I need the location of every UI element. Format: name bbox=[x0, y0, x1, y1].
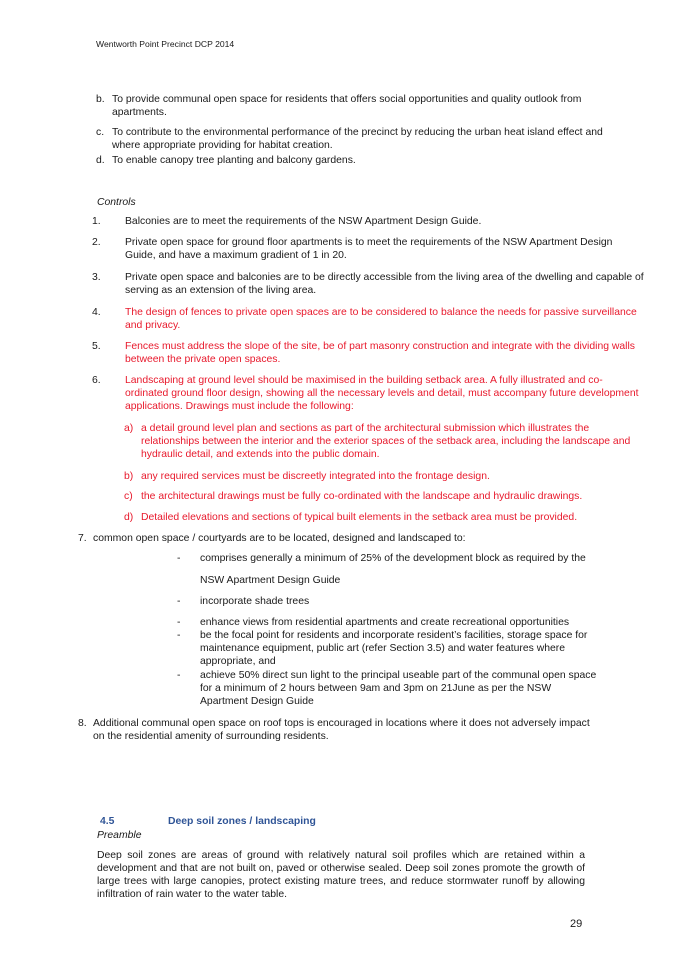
bullet-continuation bbox=[177, 574, 597, 587]
objective-text: To enable canopy tree planting and balcony gardens. bbox=[112, 155, 356, 166]
control-number: 4. bbox=[92, 307, 101, 318]
control-number: 2. bbox=[92, 237, 101, 248]
control-number: 8. bbox=[78, 718, 87, 729]
controls-heading: Controls bbox=[97, 197, 136, 208]
control-item-7 bbox=[78, 532, 638, 545]
bullet-text: incorporate shade trees bbox=[200, 596, 310, 607]
bullet-text: comprises generally a minimum of 25% of the development block as required by the bbox=[200, 553, 586, 564]
dash-bullet: - bbox=[177, 553, 181, 564]
control-item-5 bbox=[92, 340, 644, 366]
control-item-8 bbox=[78, 717, 598, 743]
preamble-heading: Preamble bbox=[97, 830, 142, 841]
control-number: 3. bbox=[92, 272, 101, 283]
sub-item-label: c) bbox=[124, 491, 133, 502]
control-item-3 bbox=[92, 271, 644, 297]
control-text: Fences must address the slope of the site, be of part masonry construction and integrate with the dividing walls between the private open spaces. bbox=[125, 341, 635, 365]
control-item-4 bbox=[92, 306, 644, 332]
control-item-2 bbox=[92, 236, 644, 262]
section-number: 4.5 bbox=[100, 816, 115, 827]
objective-label: d. bbox=[96, 155, 105, 166]
page-number: 29 bbox=[570, 918, 583, 930]
objective-b bbox=[96, 93, 616, 119]
control-text: common open space / courtyards are to be located, designed and landscaped to: bbox=[93, 533, 466, 544]
dash-bullet: - bbox=[177, 670, 181, 681]
objective-label: b. bbox=[96, 94, 105, 105]
objective-label: c. bbox=[96, 127, 105, 138]
control-text: Private open space for ground floor apartments is to meet the requirements of the NSW Apartment Design Guide, and have a maximum gradient of 1 in 20. bbox=[125, 237, 613, 261]
dash-bullet: - bbox=[177, 617, 181, 628]
bullet-text-continued: NSW Apartment Design Guide bbox=[200, 575, 341, 586]
sub-item-c bbox=[124, 490, 644, 503]
bullet-item bbox=[177, 669, 597, 708]
sub-item-text: Detailed elevations and sections of typical built elements in the setback area must be provided. bbox=[141, 512, 578, 523]
objective-text: To provide communal open space for residents that offers social opportunities and quality outlook from apartments. bbox=[112, 94, 582, 118]
sub-item-text: any required services must be discreetly integrated into the frontage design. bbox=[141, 471, 490, 482]
control-number: 5. bbox=[92, 341, 101, 352]
sub-item-d bbox=[124, 511, 644, 524]
control-item-6 bbox=[92, 374, 644, 413]
sub-item-text: a detail ground level plan and sections as part of the architectural submission which illustrates the relationships between the interior and the exterior spaces of the setback area, including the landscape and hydraulic detail, and extends into the public domain. bbox=[141, 423, 631, 460]
control-number: 1. bbox=[92, 216, 101, 227]
control-number: 7. bbox=[78, 533, 87, 544]
section-title: Deep soil zones / landscaping bbox=[168, 816, 316, 827]
control-text: The design of fences to private open spaces are to be considered to balance the needs for passive surveillance and privacy. bbox=[125, 307, 637, 331]
control-number: 6. bbox=[92, 375, 101, 386]
control-text: Landscaping at ground level should be maximised in the building setback area. A fully illustrated and co-ordinated ground floor design, showing all the necessary levels and detail, must accompany future development applications. Drawings must include the following: bbox=[125, 375, 639, 412]
control-text: Balconies are to meet the requirements of the NSW Apartment Design Guide. bbox=[125, 216, 482, 227]
bullet-item bbox=[177, 629, 597, 668]
objective-d bbox=[96, 154, 616, 167]
dash-bullet: - bbox=[177, 596, 181, 607]
bullet-text: be the focal point for residents and incorporate resident’s facilities, storage space for maintenance equipment, public art (refer Section 3.5) and water features where appropriate, and bbox=[200, 630, 588, 667]
bullet-item bbox=[177, 595, 597, 608]
bullet-item bbox=[177, 552, 597, 565]
bullet-item bbox=[177, 616, 597, 629]
objective-text: To contribute to the environmental performance of the precinct by reducing the urban heat island effect and where appropriate providing for habitat creation. bbox=[112, 127, 603, 151]
sub-item-label: a) bbox=[124, 423, 134, 434]
sub-item-b bbox=[124, 470, 644, 483]
dash-bullet: - bbox=[177, 630, 181, 641]
control-text: Private open space and balconies are to be directly accessible from the living area of the dwelling and capable of serving as an extension of the living area. bbox=[125, 272, 644, 296]
control-text: Additional communal open space on roof tops is encouraged in locations where it does not adversely impact on the residential amenity of surrounding residents. bbox=[93, 718, 590, 742]
bullet-text: enhance views from residential apartments and create recreational opportunities bbox=[200, 617, 570, 628]
objective-c bbox=[96, 126, 616, 152]
sub-item-label: d) bbox=[124, 512, 134, 523]
sub-item-label: b) bbox=[124, 471, 134, 482]
bullet-text: achieve 50% direct sun light to the principal useable part of the communal open space for a minimum of 2 hours between 9am and 3pm on 21June as per the NSW Apartment Design Guide bbox=[200, 670, 597, 707]
document-header: Wentworth Point Precinct DCP 2014 bbox=[96, 39, 235, 49]
sub-item-text: the architectural drawings must be fully co-ordinated with the landscape and hydraulic drawings. bbox=[141, 491, 583, 502]
preamble-paragraph: Deep soil zones are areas of ground with relatively natural soil profiles which are retained within a development and that are not built on, paved or otherwise sealed. Deep soil zones promote the growth of large trees with large canopies, protect existing mature trees, and reduce stormwater runoff by allowing infiltration of rain water to the water table. bbox=[97, 850, 585, 900]
control-item-1 bbox=[92, 215, 644, 228]
sub-item-a bbox=[124, 422, 644, 461]
